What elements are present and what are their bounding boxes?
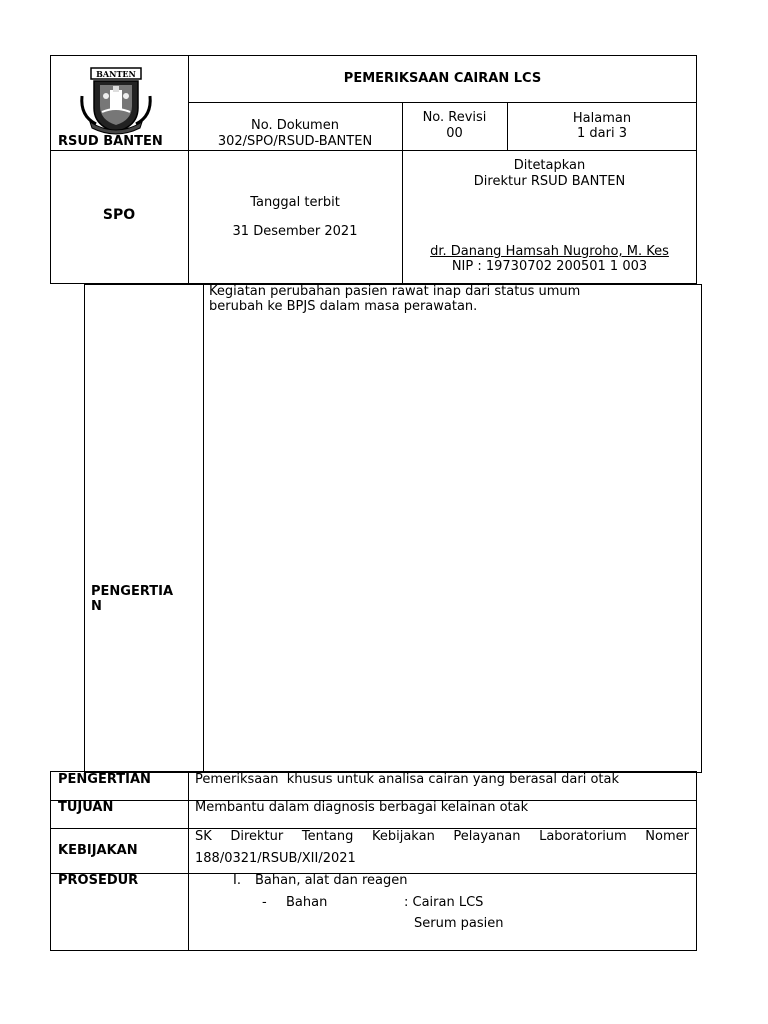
banten-emblem-icon <box>76 66 156 136</box>
hospital-name: RSUD BANTEN <box>58 134 163 149</box>
doc-number-value: 302/SPO/RSUD-BANTEN <box>217 134 373 149</box>
tujuan-text: Membantu dalam diagnosis berbagai kelainan otak <box>195 800 529 815</box>
pengertian-label: PENGERTIAN <box>58 772 151 787</box>
issue-date-label: Tanggal terbit <box>250 195 340 210</box>
bahan-value-1: : Cairan LCS <box>404 895 484 910</box>
content-divider-v <box>188 771 189 951</box>
kebijakan-line2: 188/0321/RSUB/XII/2021 <box>195 851 356 866</box>
bahan-label: Bahan <box>286 895 328 910</box>
approver-title: Direktur RSUD BANTEN <box>473 174 626 189</box>
prosedur-item-number: I. <box>233 873 241 888</box>
page-value: 1 dari 3 <box>577 126 627 141</box>
overlay-box <box>84 284 702 773</box>
page-label: Halaman <box>572 111 632 126</box>
kebijakan-line1: SK Direktur Tentang Kebijakan Pelayanan Laboratorium Nomer <box>195 829 689 844</box>
prosedur-item-text: Bahan, alat dan reagen <box>255 873 408 888</box>
svg-text:BANTEN: BANTEN <box>96 69 136 79</box>
kebijakan-label: KEBIJAKAN <box>58 843 138 858</box>
approver-nip: NIP : 19730702 200501 1 003 <box>451 259 648 274</box>
pengertian-text: Pemeriksaan khusus untuk analisa cairan yang berasal dari otak <box>195 772 619 787</box>
document-title: PEMERIKSAAN CAIRAN LCS <box>343 71 542 86</box>
header-divider-v1 <box>188 55 189 284</box>
doc-number-label: No. Dokumen <box>251 118 339 133</box>
approver-name: dr. Danang Hamsah Nugroho, M. Kes <box>430 244 669 259</box>
header-divider-h2 <box>50 150 697 151</box>
revision-value: 00 <box>446 126 463 141</box>
header-divider-h1 <box>188 102 697 103</box>
banten-logo <box>76 66 156 136</box>
overlay-text-line1: Kegiatan perubahan pasien rawat inap dari status umum <box>209 284 581 299</box>
approved-label: Ditetapkan <box>513 158 586 173</box>
issue-date-value: 31 Desember 2021 <box>232 224 358 239</box>
prosedur-label: PROSEDUR <box>58 873 139 888</box>
revision-label: No. Revisi <box>422 110 487 125</box>
spo-label: SPO <box>102 207 136 223</box>
overlay-label: PENGERTIA N <box>91 584 174 614</box>
bahan-value-2: Serum pasien <box>414 916 504 931</box>
tujuan-label: TUJUAN <box>58 800 114 815</box>
overlay-text-line2: berubah ke BPJS dalam masa perawatan. <box>209 299 478 314</box>
overlay-divider <box>203 284 204 773</box>
bahan-dash: - <box>262 895 267 910</box>
